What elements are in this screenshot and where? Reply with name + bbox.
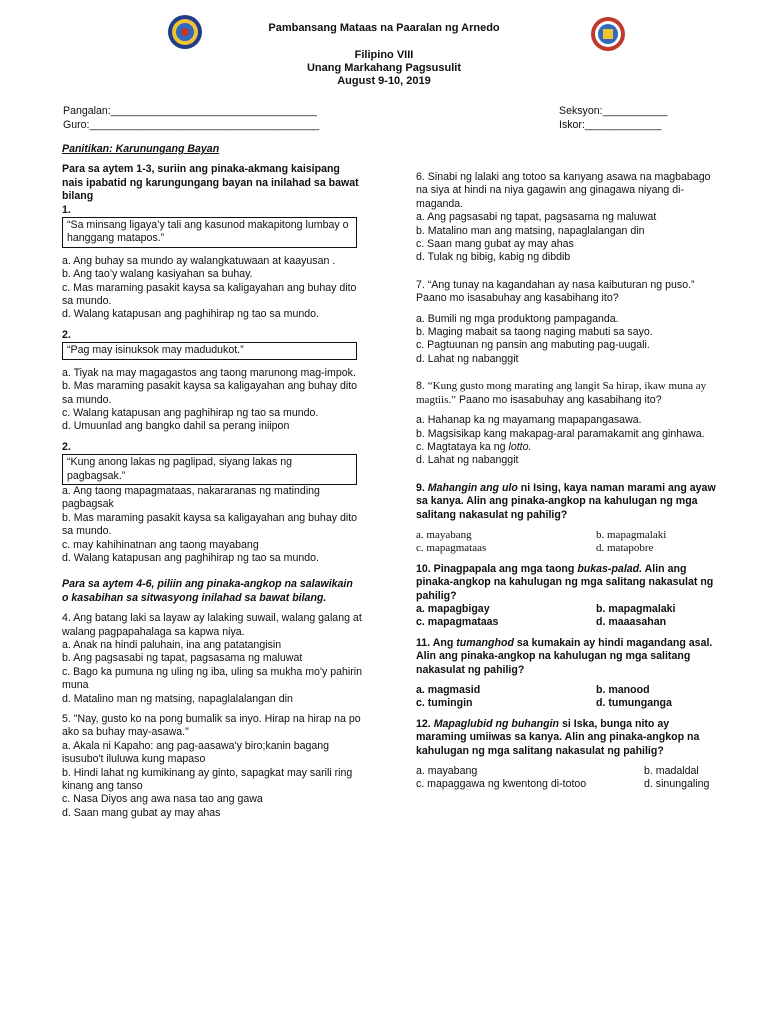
question-5-choice-a[interactable]: a. Akala ni Kapaho: ang pag-aasawa'y biro;kanin bagang isusubo't iluluwa kung mapaso (62, 739, 330, 766)
score-field[interactable]: Iskor:_____________ (559, 119, 662, 131)
exam-title: Unang Markahang Pagsusulit (306, 62, 462, 74)
question-3-choice-c[interactable]: c. may kahihinatnan ang taong mayabang (62, 538, 259, 551)
question-10-prefix: 10. Pinagpapala ang mga taong (416, 562, 575, 575)
question-8-quote: “Kung gusto mong marating ang langit Sa hirap, ikaw muna ay magtiis.” (416, 380, 707, 406)
question-4-stem: 4. Ang batang laki sa layaw ay lalaking suwail, walang galang at walang pagpapahalaga sa kapwa niya. (62, 612, 362, 638)
question-12-stem (416, 718, 716, 758)
question-11-choice-c[interactable]: c. tumingin (416, 697, 473, 710)
question-9-choice-d[interactable]: d. matapobre (596, 542, 654, 555)
question-10-choice-d[interactable]: d. maaasahan (596, 616, 667, 629)
section-field[interactable]: Seksyon:___________ (559, 105, 668, 117)
question-8-number: 8. (416, 380, 425, 393)
question-10-choice-a[interactable]: a. mapagbigay (416, 602, 490, 615)
question-11-stem (416, 637, 716, 677)
question-2-choice-a[interactable]: a. Tiyak na may magagastos ang taong marunong mag-impok. (62, 366, 356, 379)
question-7-stem: 7. “Ang tunay na kagandahan ay nasa kaibuturan ng puso.” Paano mo isasabuhay ang kasabihang ito? (416, 278, 695, 305)
question-9-choice-b[interactable]: b. mapagmalaki (596, 528, 667, 541)
question-12-choice-d[interactable]: d. sinungaling (644, 778, 710, 791)
exam-date: August 9-10, 2019 (337, 75, 431, 87)
question-9-text: ni Ising, kaya naman marami ang ayaw sa kanya. Alin ang pinaka-angkop na kahulugan ng mga salitang nakasulat ng pahilig? (416, 481, 716, 521)
question-4-choice-a[interactable]: a. Anak na hindi paluhain, ina ang patatangisin (62, 639, 282, 651)
question-5-stem: 5. "Nay, gusto ko na pong bumalik sa inyo. Hirap na hirap na po ako sa buhay may-asawa." (62, 713, 361, 739)
question-8-choice-b[interactable]: b. Magsisikap kang makapag-aral paramakamit ang ginhawa. (416, 427, 705, 440)
question-11-choice-b[interactable]: b. manood (596, 684, 650, 696)
question-11-choice-a[interactable]: a. magmasid (416, 684, 481, 696)
question-6-choice-d[interactable]: d. Tulak ng bibig, kabig ng dibdib (416, 251, 571, 264)
question-1-quote: “Sa minsang ligaya’y tali ang kasunod makapitong lumbay o hanggang matapos.” (62, 217, 357, 248)
name-field[interactable]: Pangalan:___________________________________ (63, 105, 317, 117)
question-5-choice-b[interactable]: b. Hindi lahat ng kumikinang ay ginto, sapagkat may sarili ring kinang ang tanso (62, 766, 353, 793)
section-title: Panitikan: Karunungang Bayan (62, 143, 220, 155)
question-8-choice-c-term: lotto. (508, 440, 532, 453)
question-2-choice-b[interactable]: b. Mas maraming pasakit kaysa sa kaligayahan ang buhay dito sa mundo. (62, 380, 358, 406)
question-4-choice-b[interactable]: b. Ang pagsasabi ng tapat, pagsasama ng maluwat (62, 652, 303, 665)
left-column (62, 143, 362, 820)
right-column (416, 171, 716, 792)
question-1-choice-a[interactable]: a. Ang buhay sa mundo ay walangkatuwaan at kaayusan . (62, 254, 336, 267)
question-6-choice-a[interactable]: a. Ang pagsasabi ng tapat, pagsasama ng maluwat (416, 211, 657, 224)
teacher-field[interactable]: Guro:_______________________________________ (63, 119, 320, 131)
school-name: Pambansang Mataas na Paaralan ng Arnedo (268, 22, 500, 34)
question-12-choice-b[interactable]: b. madaldal (644, 765, 699, 778)
question-5-choice-d[interactable]: d. Saan mang gubat ay may ahas (62, 806, 221, 819)
question-6-stem: 6. Sinabi ng lalaki ang totoo sa kanyang asawa na magbabago na siya at hindi na niya gagawin ang ginagawa niyang di-maganda. (416, 171, 711, 210)
question-2-choice-d[interactable]: d. Umuunlad ang bangko dahil sa perang iniipon (62, 420, 290, 433)
question-4-choice-d[interactable]: d. Matalino man ng matsing, napaglalalangan din (62, 692, 293, 705)
question-3-number: 2. (62, 440, 71, 453)
question-10-text: Alin ang pinaka-angkop na kahulugan ng mga salitang nakasulat ng pahilig? (416, 562, 714, 602)
question-8-tail: Paano mo isasabuhay ang kasabihang ito? (458, 393, 662, 406)
question-9-choice-a[interactable]: a. mayabang (416, 528, 472, 541)
question-10-choice-c[interactable]: c. mapagmataas (416, 616, 499, 629)
question-11-prefix: 11. Ang (416, 636, 454, 649)
question-12-text: si Iska, bunga nito ay maraming umiiwas sa kanya. Alin ang pinaka-angkop na kahulugan ng mga salitang nakasulat ng pahilig? (416, 717, 700, 757)
question-12-term: Mapaglubid ng buhangin (433, 717, 560, 730)
question-8-choice-a[interactable]: a. Hahanap ka ng mayamang mapapangasawa. (416, 414, 642, 427)
question-3-choice-d[interactable]: d. Walang katapusan ang paghihirap ng tao sa mundo. (62, 551, 319, 564)
question-8-stem (416, 380, 716, 407)
question-12-choice-a[interactable]: a. mayabang (416, 765, 478, 778)
question-11-choice-d[interactable]: d. tumunganga (596, 697, 672, 710)
question-3-choice-b[interactable]: b. Mas maraming pasakit kaysa sa kaligayahan ang buhay dito sa mundo. (62, 511, 358, 538)
question-6-choice-b[interactable]: b. Matalino man ang matsing, napaglalangan din (416, 224, 645, 237)
question-7-choice-b[interactable]: b. Maging mabait sa taong naging mabuti sa sayo. (416, 326, 653, 339)
question-12-choice-c[interactable]: c. mapaggawa ng kwentong di-totoo (416, 778, 587, 791)
question-3-choice-a[interactable]: a. Ang taong mapagmataas, nakararanas ng matinding pagbagsak (62, 484, 320, 511)
question-1-number: 1. (62, 203, 71, 216)
question-10-stem (416, 563, 716, 603)
question-1-choice-b[interactable]: b. Ang tao’y walang kasiyahan sa buhay. (62, 268, 253, 281)
instructions-1-3: Para sa aytem 1-3, suriin ang pinaka-akmang kaisipang nais ipabatid ng karungungang bayan na inilahad sa bawat bilang (62, 163, 359, 203)
question-5-choice-c[interactable]: c. Nasa Diyos ang awa nasa tao ang gawa (62, 793, 263, 806)
question-11-text: sa kumakain ay hindi magandang asal. Alin ang pinaka-angkop na kahulugan ng mga salitang nakasulat ng pahilig? (416, 636, 713, 676)
question-1-choice-d[interactable]: d. Walang katapusan ang paghihirap ng tao sa mundo. (62, 308, 319, 321)
question-12-prefix: 12. (416, 717, 431, 730)
question-9-choice-c[interactable]: c. mapagmataas (416, 542, 487, 555)
question-9-term: Mahangin ang ulo (427, 481, 518, 494)
question-1-choice-c[interactable]: c. Mas maraming pasakit kaysa sa kaligayahan ang buhay dito sa mundo. (62, 281, 357, 308)
question-7-choice-d[interactable]: d. Lahat ng nabanggit (416, 352, 519, 365)
question-9-number: 9. (416, 481, 425, 494)
question-4-choice-c[interactable]: c. Bago ka pumuna ng uling ng iba, uling sa mukha mo'y pahirin muna (62, 665, 363, 692)
question-11-term: tumanghod (456, 636, 514, 649)
question-8-choice-d[interactable]: d. Lahat ng nabanggit (416, 454, 519, 467)
question-2-choice-c[interactable]: c. Walang katapusan ang paghihirap ng tao sa mundo. (62, 406, 319, 419)
question-6-choice-c[interactable]: c. Saan mang gubat ay may ahas (416, 238, 574, 251)
question-8-choice-c-text: c. Magtataya ka ng (416, 440, 506, 453)
question-9-stem (416, 482, 716, 522)
question-8-choice-c[interactable] (416, 441, 716, 454)
question-10-term: bukas-palad. (577, 562, 643, 575)
question-7-choice-c[interactable]: c. Pagtuunan ng pansin ang mabuting pag-uugali. (416, 339, 650, 352)
instructions-4-6: Para sa aytem 4-6, piliin ang pinaka-angkop na salawikain o kasabihan sa sitwasyong inilahad sa bawat bilang. (62, 578, 353, 604)
question-2-quote: “Pag may isinuksok may madudukot.” (62, 342, 357, 359)
question-3-quote: “Kung anong lakas ng paglipad, siyang lakas ng pagbagsak.” (62, 454, 357, 485)
subject-title: Filipino VIII (354, 49, 414, 61)
question-7-choice-a[interactable]: a. Bumili ng mga produktong pampaganda. (416, 312, 619, 325)
question-10-choice-b[interactable]: b. mapagmalaki (596, 602, 676, 615)
question-2-number: 2. (62, 328, 71, 341)
